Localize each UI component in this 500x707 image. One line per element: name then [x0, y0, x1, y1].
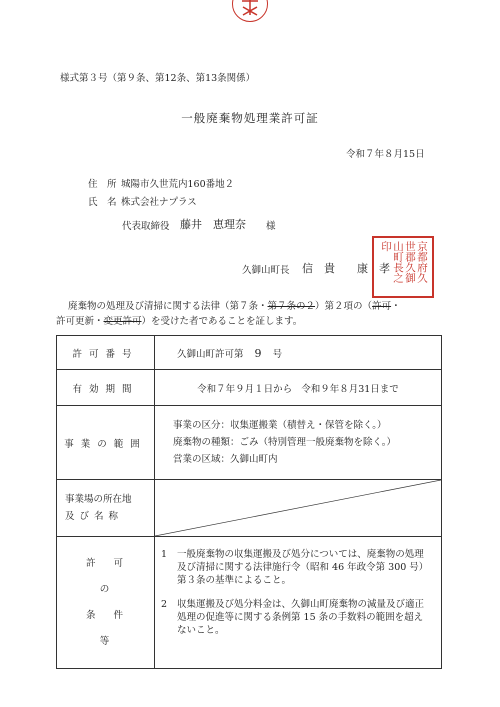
office-row: [57, 480, 442, 537]
permit-number-label: 許可番号: [57, 336, 155, 370]
conditions-label-line-2: 条件等: [85, 609, 141, 647]
validity-label: 有効期間: [57, 370, 155, 406]
representative-title: 代表取締役: [122, 221, 170, 232]
permit-number-row: [57, 336, 442, 370]
scope-line: 営業の区域：久御山町内: [173, 454, 278, 465]
scope-label: 事業の範囲: [57, 406, 155, 480]
representative-name: 藤井 恵理奈: [180, 218, 246, 231]
scope-row: [57, 406, 442, 480]
seal-text: 京都府久世郡久御山町長之印: [380, 241, 428, 283]
permit-prefix: 久御山町許可第: [177, 348, 244, 360]
permit-number-cell: [155, 336, 442, 370]
address-label: 住 所: [88, 179, 117, 190]
conditions-label: [57, 537, 155, 669]
stamp-glyph-icon: [233, 0, 267, 21]
conditions-cell: [155, 537, 442, 669]
office-cell-blank: [155, 480, 442, 537]
office-label: [57, 480, 155, 537]
permit-suffix: 号: [272, 348, 283, 360]
address-value: 城陽市久世荒内160番地２: [121, 179, 235, 190]
document-title: 一般廃棄物処理業許可証: [181, 111, 319, 125]
scope-line: 廃棄物の種類：ごみ（特別管理一般廃棄物を除く。）: [173, 437, 397, 448]
validity-row: [57, 370, 442, 406]
issue-date: 令和７年８月15日: [346, 149, 425, 160]
diagonal-line-icon: [155, 480, 441, 536]
office-label-line-1: 事業場の所在地: [65, 494, 132, 505]
scope-cell: [155, 406, 442, 480]
official-seal: [372, 236, 434, 298]
validity-to: 令和９年８月31日まで: [301, 383, 399, 395]
struck-text: 許可: [372, 301, 392, 312]
struck-text: 変更許可: [103, 316, 142, 327]
validity-cell: [155, 370, 442, 406]
body-text: ・: [391, 301, 401, 312]
permit-table: [56, 335, 442, 669]
scope-line: 事業の区分：収集運搬業（積替え・保管を除く。）: [173, 420, 387, 431]
conditions-row: [57, 537, 442, 669]
form-number: 様式第３号（第９条、第12条、第13条関係）: [60, 73, 256, 84]
body-text: 廃棄物の処理及び清掃に関する法律（第７条・: [68, 301, 268, 312]
top-stamp: [232, 0, 268, 22]
name-value: 株式会社ナプラス: [121, 197, 197, 208]
condition-text: 収集運搬及び処分料金は、久御山町廃棄物の減量及び適正処理の促進等に関する条例第 15 条の手数料の範囲を超えないこと。: [177, 599, 425, 637]
issuer-title: 久御山町長: [242, 265, 290, 276]
issuer-name: 信 貴 康 孝: [302, 262, 390, 275]
struck-text: 第７条の２: [267, 301, 316, 312]
condition-number: 1: [161, 549, 168, 560]
condition-item: [161, 599, 429, 637]
body-text: 許可更新・: [56, 316, 104, 327]
representative-honorific: 様: [266, 221, 276, 232]
certification-line-2: [56, 313, 302, 327]
condition-item: [161, 549, 429, 587]
conditions-label-line-1: 許可の: [85, 557, 141, 595]
office-label-line-2: 及び名称: [65, 511, 124, 522]
certification-line-1: [68, 298, 401, 312]
name-label: 氏 名: [88, 197, 117, 208]
body-text: ）第２項の（: [315, 301, 373, 312]
body-text: ）を受けた者であることを証します。: [141, 316, 303, 327]
condition-number: 2: [161, 599, 168, 611]
permit-number: 9: [254, 346, 262, 360]
condition-text: 一般廃棄物の収集運搬及び処分については、廃棄物の処理及び清掃に関する法律施行令（昭和 46 年政令第 300 号）第３条の基準によること。: [177, 549, 429, 586]
validity-from: 令和７年９月１日から: [197, 383, 293, 395]
